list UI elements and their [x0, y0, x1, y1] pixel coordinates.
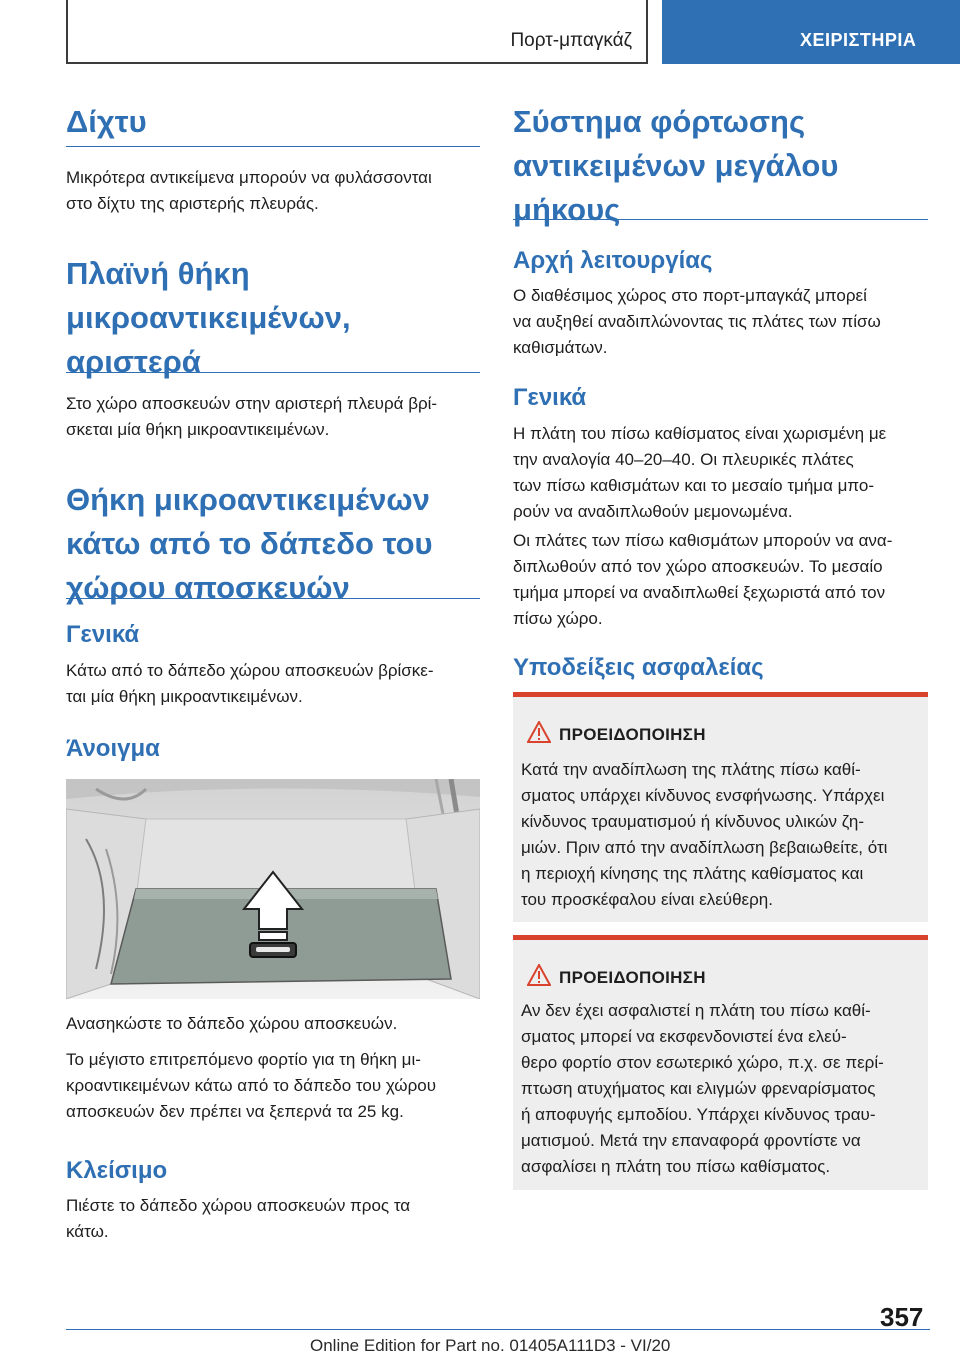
- text-line: πτωση ατυχήματος και ελιγμών φρεναρίσματος: [521, 1079, 876, 1098]
- side-storage-rule: [66, 372, 480, 373]
- text-line: μιών. Πριν από την αναδίπλωση βεβαιωθείτε, ότι: [521, 838, 888, 857]
- trunk-floor-illustration: [66, 779, 480, 999]
- chapter-label: ΧΕΙΡΙΣΤΗΡΙΑ: [800, 30, 917, 50]
- text-line: Το μέγιστο επιτρεπόμενο φορτίο για τη θήκη μι-: [66, 1050, 421, 1069]
- text-line: τμήμα μπορεί να αναδιπλωθεί ξεχωριστά από τον: [513, 583, 886, 602]
- footer-rule: [66, 1329, 930, 1330]
- general-heading-right: Γενικά: [513, 384, 587, 411]
- text-line: αποσκευών δεν πρέπει να ξεπερνά τα 25 kg.: [66, 1102, 404, 1121]
- closing-paragraph: [66, 1193, 480, 1245]
- text-line: κροαντικειμένων κάτω από το δάπεδο του χώρου: [66, 1076, 436, 1095]
- text-line: Αν δεν έχει ασφαλιστεί η πλάτη του πίσω καθί-: [521, 1001, 871, 1020]
- text-line: Κάτω από το δάπεδο χώρου αποσκευών βρίσκε-: [66, 661, 434, 680]
- text-line: καθισμάτων.: [513, 338, 608, 357]
- warning-text: [521, 998, 922, 1180]
- text-line: Μικρότερα αντικείμενα μπορούν να φυλάσσονται: [66, 168, 432, 187]
- opening-heading: Άνοιγμα: [66, 735, 160, 762]
- floor-storage-heading: [66, 478, 480, 610]
- heading-line: κάτω από το δάπεδο του: [66, 526, 433, 561]
- footer-edition: Online Edition for Part no. 01405A111D3 - VI/20: [310, 1336, 671, 1355]
- text-line: Η πλάτη του πίσω καθίσματος είναι χωρισμένη με: [513, 424, 887, 443]
- text-line: σματος μπορεί να εκσφενδονιστεί ένα ελεύ-: [521, 1027, 847, 1046]
- heading-line: Πλαϊνή θήκη: [66, 256, 250, 291]
- text-line: σματος υπάρχει κίνδυνος ενσφήνωσης. Υπάρχει: [521, 786, 885, 805]
- warning-title: ΠΡΟΕΙΔΟΠΟΙΗΣΗ: [559, 725, 706, 744]
- general-paragraph-left: [66, 658, 480, 710]
- general-paragraph-right-2: [513, 528, 928, 632]
- side-storage-paragraph: [66, 391, 480, 443]
- principle-heading: Αρχή λειτουργίας: [513, 247, 713, 274]
- opening-paragraph-2: [66, 1047, 480, 1125]
- floor-storage-rule: [66, 598, 480, 599]
- warning-box-1: [513, 692, 928, 922]
- general-heading-left: Γενικά: [66, 621, 140, 648]
- text-line: Ο διαθέσιμος χώρος στο πορτ-μπαγκάζ μπορεί: [513, 286, 867, 305]
- side-storage-heading: [66, 252, 480, 384]
- text-line: Οι πλάτες των πίσω καθισμάτων μπορούν να ανα-: [513, 531, 893, 550]
- chapter-tab: [662, 0, 960, 64]
- text-line: θερο φορτίο στον εσωτερικό χώρο, π.χ. σε περί-: [521, 1053, 884, 1072]
- text-line: διπλωθούν από τον χώρο αποσκευών. Το μεσαίο: [513, 557, 883, 576]
- general-paragraph-right-1: [513, 421, 928, 525]
- text-line: ασφαλίσει η πλάτη του πίσω καθίσματος.: [521, 1157, 831, 1176]
- principle-paragraph: [513, 283, 928, 361]
- text-line: στο δίχτυ της αριστερής πλευράς.: [66, 194, 319, 213]
- text-line: ται μία θήκη μικροαντικειμένων.: [66, 687, 303, 706]
- text-line: κίνδυνος τραυματισμού ή κίνδυνος υλικών ζη-: [521, 812, 865, 831]
- heading-line: μικροαντικειμένων,: [66, 300, 351, 335]
- closing-heading: Κλείσιμο: [66, 1157, 168, 1184]
- text-line: την αναλογία 40–20–40. Οι πλευρικές πλάτες: [513, 450, 854, 469]
- warning-box-2: [513, 935, 928, 1190]
- text-line: πίσω χώρο.: [513, 609, 603, 628]
- loading-system-heading: [513, 100, 928, 232]
- heading-line: μήκους: [513, 192, 621, 227]
- warning-triangle-icon: [527, 721, 551, 743]
- text-line: κάτω.: [66, 1222, 109, 1241]
- text-line: ρούν να αναδιπλωθούν μεμονωμένα.: [513, 502, 793, 521]
- net-heading: Δίχτυ: [66, 104, 147, 139]
- heading-line: Σύστημα φόρτωσης: [513, 104, 806, 139]
- text-line: σκεται μία θήκη μικροαντικειμένων.: [66, 420, 330, 439]
- text-line: ή αποφυγής εμποδίου. Υπάρχει κίνδυνος τραυ-: [521, 1105, 876, 1124]
- text-line: να αυξηθεί αναδιπλώνοντας τις πλάτες των πίσω: [513, 312, 881, 331]
- heading-line: αντικειμένων μεγάλου: [513, 148, 839, 183]
- heading-line: Θήκη μικροαντικειμένων: [66, 482, 430, 517]
- trunk-floor-graphic: [66, 779, 480, 999]
- warning-title: ΠΡΟΕΙΔΟΠΟΙΗΣΗ: [559, 968, 706, 987]
- text-line: ματισμού. Μετά την επαναφορά φροντίστε να: [521, 1131, 861, 1150]
- page-number: 357: [880, 1302, 924, 1332]
- loading-system-rule: [513, 219, 928, 220]
- warning-triangle-icon: [527, 964, 551, 986]
- heading-line: χώρου αποσκευών: [66, 570, 350, 605]
- text-line: Κατά την αναδίπλωση της πλάτης πίσω καθί-: [521, 760, 861, 779]
- opening-paragraph-1: Ανασηκώστε το δάπεδο χώρου αποσκευών.: [66, 1014, 398, 1033]
- net-rule: [66, 146, 480, 147]
- warning-text: [521, 757, 922, 913]
- text-line: η περιοχή κίνησης της πλάτης καθίσματος και: [521, 864, 864, 883]
- text-line: των πίσω καθισμάτων και το μεσαίο τμήμα μπο-: [513, 476, 875, 495]
- net-paragraph: [66, 165, 480, 217]
- text-line: του προσκέφαλου είναι ελεύθερη.: [521, 890, 773, 909]
- heading-line: αριστερά: [66, 344, 201, 379]
- text-line: Στο χώρο αποσκευών στην αριστερή πλευρά βρί-: [66, 394, 438, 413]
- safety-heading: Υποδείξεις ασφαλείας: [513, 654, 764, 681]
- text-line: Πιέστε το δάπεδο χώρου αποσκευών προς τα: [66, 1196, 411, 1215]
- header-section-title: Πορτ-μπαγκάζ: [510, 30, 632, 51]
